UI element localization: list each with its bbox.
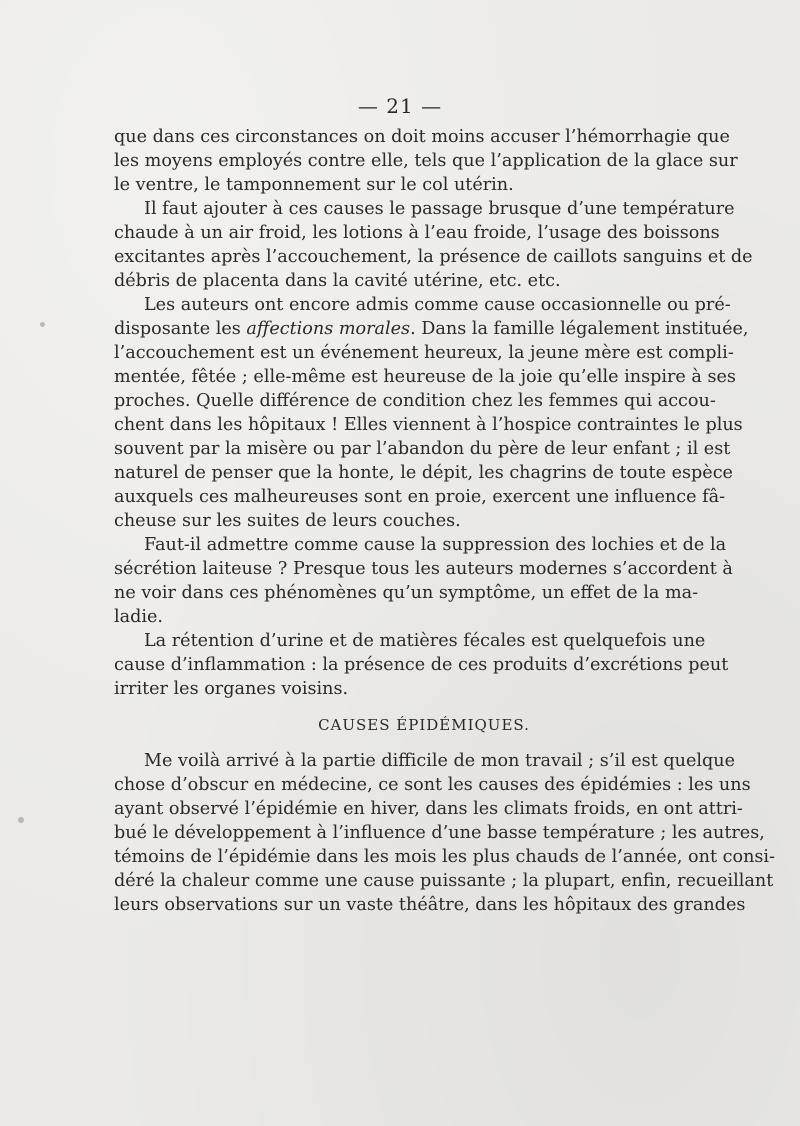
text-line: le ventre, le tamponnement sur le col utérin.: [114, 175, 514, 195]
text-line: chose d’obscur en médecine, ce sont les causes des épidémies : les uns: [114, 775, 751, 795]
body-text: [114, 125, 776, 917]
text-line: l’accouchement est un événement heureux, la jeune mère est compli-: [114, 343, 734, 363]
text-line: mentée, fêtée ; elle-même est heureuse de la joie qu’elle inspire à ses: [114, 367, 736, 387]
text-line: ladie.: [114, 607, 164, 627]
text-line: auxquels ces malheureuses sont en proie, exercent une influence fâ-: [114, 487, 726, 507]
text-line: excitantes après l’accouchement, la présence de caillots sanguins et de: [114, 247, 753, 267]
text-line: chent dans les hôpitaux ! Elles viennent à l’hospice contraintes le plus: [114, 415, 743, 435]
text-line: Il faut ajouter à ces causes le passage brusque d’une température: [144, 199, 735, 219]
text-line: Les auteurs ont encore admis comme cause occasionnelle ou pré-: [144, 295, 731, 315]
section-heading: CAUSES ÉPIDÉMIQUES.: [318, 716, 530, 734]
text-line: Me voilà arrivé à la partie difficile de mon travail ; s’il est quelque: [144, 751, 735, 771]
text-line: témoins de l’épidémie dans les mois les plus chauds de l’année, ont consi-: [114, 847, 776, 867]
text-line: que dans ces circonstances on doit moins accuser l’hémorrhagie que: [114, 127, 730, 147]
text-line: cause d’inflammation : la présence de ces produits d’excrétions peut: [114, 655, 729, 675]
text-line: ne voir dans ces phénomènes qu’un symptôme, un effet de la ma-: [114, 583, 699, 603]
text-line: chaude à un air froid, les lotions à l’eau froide, l’usage des boissons: [114, 223, 720, 243]
text-line: débris de placenta dans la cavité utérine, etc. etc.: [114, 271, 561, 291]
ink-spot: [40, 322, 45, 327]
text-line: déré la chaleur comme une cause puissante ; la plupart, enfin, recueillant: [114, 871, 774, 891]
text-line: disposante les affections morales. Dans la famille légalement instituée,: [114, 319, 749, 339]
text-line: proches. Quelle différence de condition chez les femmes qui accou-: [114, 391, 716, 411]
text-line: souvent par la misère ou par l’abandon du père de leur enfant ; il est: [114, 439, 731, 459]
text-line: cheuse sur les suites de leurs couches.: [114, 511, 461, 531]
text-line: les moyens employés contre elle, tels que l’application de la glace sur: [114, 151, 738, 171]
ink-spot: [18, 817, 24, 823]
emphasis-text: affections morales: [246, 319, 411, 339]
text-line: naturel de penser que la honte, le dépit, les chagrins de toute espèce: [114, 463, 733, 483]
text-line: Faut-il admettre comme cause la suppression des lochies et de la: [144, 535, 727, 555]
text-line: ayant observé l’épidémie en hiver, dans les climats froids, en ont attri-: [114, 799, 743, 819]
text-line: irriter les organes voisins.: [114, 679, 349, 699]
text-line: bué le développement à l’influence d’une basse température ; les autres,: [114, 823, 765, 843]
text-line: leurs observations sur un vaste théâtre, dans les hôpitaux des grandes: [114, 895, 746, 915]
page-number: — 21 —: [357, 94, 443, 118]
text-line: sécrétion laiteuse ? Presque tous les auteurs modernes s’accordent à: [114, 559, 733, 579]
text-line: La rétention d’urine et de matières fécales est quelquefois une: [144, 631, 706, 651]
